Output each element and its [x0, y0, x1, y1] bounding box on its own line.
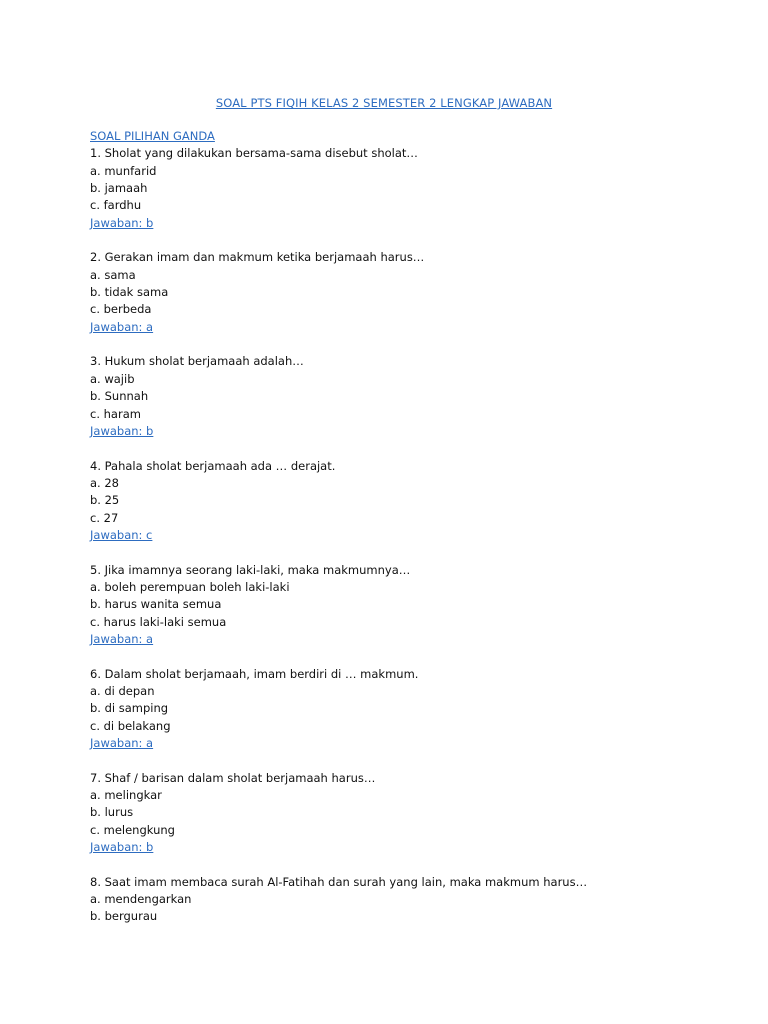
- option-b: b. tidak sama: [90, 285, 169, 300]
- option-c: c. harus laki-laki semua: [90, 614, 227, 629]
- option-b: b. harus wanita semua: [90, 597, 222, 612]
- option-b: b. Sunnah: [90, 389, 149, 404]
- question-item: [90, 458, 710, 545]
- question-item: [90, 874, 710, 926]
- option-b: b. bergurau: [90, 909, 158, 924]
- question-text: 6. Dalam sholat berjamaah, imam berdiri di … makmum.: [90, 666, 419, 681]
- question-text: 8. Saat imam membaca surah Al-Fatihah dan surah yang lain, maka makmum harus…: [90, 874, 588, 889]
- question-text: 4. Pahala sholat berjamaah ada … derajat.: [90, 458, 336, 473]
- option-c: c. fardhu: [90, 198, 142, 213]
- question-item: [90, 770, 710, 857]
- option-c: c. 27: [90, 510, 119, 525]
- question-item: [90, 353, 710, 440]
- question-text: 1. Sholat yang dilakukan bersama-sama disebut sholat…: [90, 146, 418, 161]
- option-b: b. jamaah: [90, 181, 148, 196]
- question-item: [90, 666, 710, 753]
- option-c: c. melengkung: [90, 822, 175, 837]
- document-title[interactable]: SOAL PTS FIQIH KELAS 2 SEMESTER 2 LENGKAP JAWABAN: [215, 96, 553, 110]
- question-item: [90, 145, 710, 232]
- answer-link[interactable]: Jawaban: c: [90, 527, 153, 542]
- option-a: a. boleh perempuan boleh laki-laki: [90, 579, 290, 594]
- option-b: b. lurus: [90, 805, 134, 820]
- answer-link[interactable]: Jawaban: a: [90, 736, 154, 751]
- answer-link[interactable]: Jawaban: a: [90, 631, 154, 646]
- answer-link[interactable]: Jawaban: b: [90, 423, 154, 438]
- question-text: 7. Shaf / barisan dalam sholat berjamaah harus…: [90, 770, 376, 785]
- answer-link[interactable]: Jawaban: a: [90, 319, 154, 334]
- option-b: b. 25: [90, 493, 120, 508]
- option-a: a. sama: [90, 267, 136, 282]
- option-b: b. di samping: [90, 701, 169, 716]
- option-c: c. haram: [90, 406, 141, 421]
- document-body: [90, 128, 710, 943]
- option-c: c. di belakang: [90, 718, 171, 733]
- question-text: 5. Jika imamnya seorang laki-laki, maka makmumnya…: [90, 562, 411, 577]
- option-c: c. berbeda: [90, 302, 152, 317]
- question-text: 3. Hukum sholat berjamaah adalah…: [90, 354, 304, 369]
- option-a: a. munfarid: [90, 163, 157, 178]
- question-item: [90, 249, 710, 336]
- question-text: 2. Gerakan imam dan makmum ketika berjamaah harus…: [90, 250, 425, 265]
- option-a: a. 28: [90, 475, 119, 490]
- option-a: a. di depan: [90, 684, 155, 698]
- option-a: a. mendengarkan: [90, 892, 192, 907]
- section-heading[interactable]: SOAL PILIHAN GANDA: [90, 129, 215, 143]
- answer-link[interactable]: Jawaban: b: [90, 840, 154, 855]
- option-a: a. melingkar: [90, 788, 162, 803]
- option-a: a. wajib: [90, 371, 135, 386]
- question-item: [90, 562, 710, 649]
- answer-link[interactable]: Jawaban: b: [90, 215, 154, 230]
